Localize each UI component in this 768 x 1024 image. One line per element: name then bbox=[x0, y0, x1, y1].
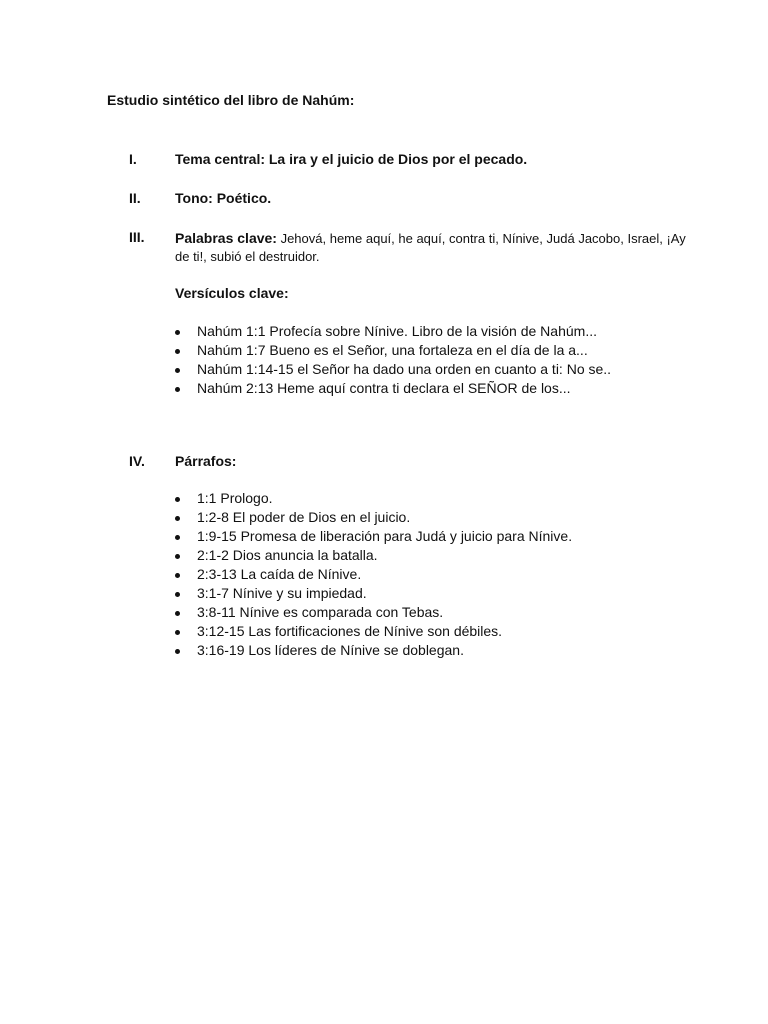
list-item bbox=[175, 341, 611, 360]
list-item bbox=[175, 360, 611, 379]
list-item bbox=[175, 565, 572, 584]
list-item bbox=[175, 489, 572, 508]
key-verses-list bbox=[175, 322, 611, 398]
bullet-icon bbox=[175, 497, 180, 502]
bullet-icon bbox=[175, 368, 180, 373]
list-item-text: Nahúm 2:13 Heme aquí contra ti declara el SEÑOR de los... bbox=[197, 380, 571, 396]
list-item-text: 2:3-13 La caída de Nínive. bbox=[197, 566, 362, 582]
list-item-text: 3:8-11 Nínive es comparada con Tebas. bbox=[197, 604, 444, 620]
section-1 bbox=[129, 151, 689, 169]
list-item-text: 3:1-7 Nínive y su impiedad. bbox=[197, 585, 367, 601]
bullet-icon bbox=[175, 611, 180, 616]
section-numeral: II. bbox=[129, 190, 141, 206]
section-numeral: I. bbox=[129, 151, 137, 167]
section-heading: Tema central: La ira y el juicio de Dios por el pecado. bbox=[175, 151, 528, 167]
list-item-text: Nahúm 1:14-15 el Señor ha dado una orden en cuanto a ti: No se.. bbox=[197, 361, 612, 377]
list-item-text: 2:1-2 Dios anuncia la batalla. bbox=[197, 547, 378, 563]
list-item bbox=[175, 527, 572, 546]
list-item-text: 3:12-15 Las fortificaciones de Nínive son débiles. bbox=[197, 623, 503, 639]
bullet-icon bbox=[175, 349, 180, 354]
keywords-text: Jehová, heme aquí, he aquí, contra ti, Nínive, Judá Jacobo, Israel, ¡Ay de ti!, subió el destruidor. bbox=[175, 231, 686, 264]
section-numeral: IV. bbox=[129, 453, 145, 469]
list-item bbox=[175, 584, 572, 603]
bullet-icon bbox=[175, 649, 180, 654]
bullet-icon bbox=[175, 330, 180, 335]
list-item-text: 3:16-19 Los líderes de Nínive se doblegan. bbox=[197, 642, 464, 658]
list-item-text: 1:9-15 Promesa de liberación para Judá y juicio para Nínive. bbox=[197, 528, 573, 544]
section-numeral: III. bbox=[129, 229, 145, 245]
list-item bbox=[175, 622, 572, 641]
bullet-icon bbox=[175, 573, 180, 578]
list-item bbox=[175, 379, 611, 398]
section-4 bbox=[129, 453, 689, 471]
bullet-icon bbox=[175, 535, 180, 540]
bullet-icon bbox=[175, 630, 180, 635]
list-item bbox=[175, 641, 572, 660]
bullet-icon bbox=[175, 387, 180, 392]
bullet-icon bbox=[175, 592, 180, 597]
bullet-icon bbox=[175, 554, 180, 559]
keywords-label: Palabras clave: bbox=[175, 230, 277, 246]
list-item bbox=[175, 546, 572, 565]
keywords-paragraph bbox=[175, 229, 689, 266]
list-item bbox=[175, 322, 611, 341]
list-item bbox=[175, 603, 572, 622]
section-heading: Tono: Poético. bbox=[175, 190, 272, 206]
list-item-text: 1:2-8 El poder de Dios en el juicio. bbox=[197, 509, 411, 525]
list-item-text: 1:1 Prologo. bbox=[197, 490, 273, 506]
section-heading: Párrafos: bbox=[175, 453, 237, 469]
bullet-icon bbox=[175, 516, 180, 521]
list-item-text: Nahúm 1:1 Profecía sobre Nínive. Libro de la visión de Nahúm... bbox=[197, 323, 597, 339]
paragraphs-list bbox=[175, 489, 572, 660]
key-verses-heading: Versículos clave: bbox=[175, 285, 289, 301]
section-3 bbox=[129, 229, 689, 266]
list-item-text: Nahúm 1:7 Bueno es el Señor, una fortaleza en el día de la a... bbox=[197, 342, 588, 358]
page-title: Estudio sintético del libro de Nahúm: bbox=[107, 92, 355, 108]
list-item bbox=[175, 508, 572, 527]
section-2 bbox=[129, 190, 689, 208]
